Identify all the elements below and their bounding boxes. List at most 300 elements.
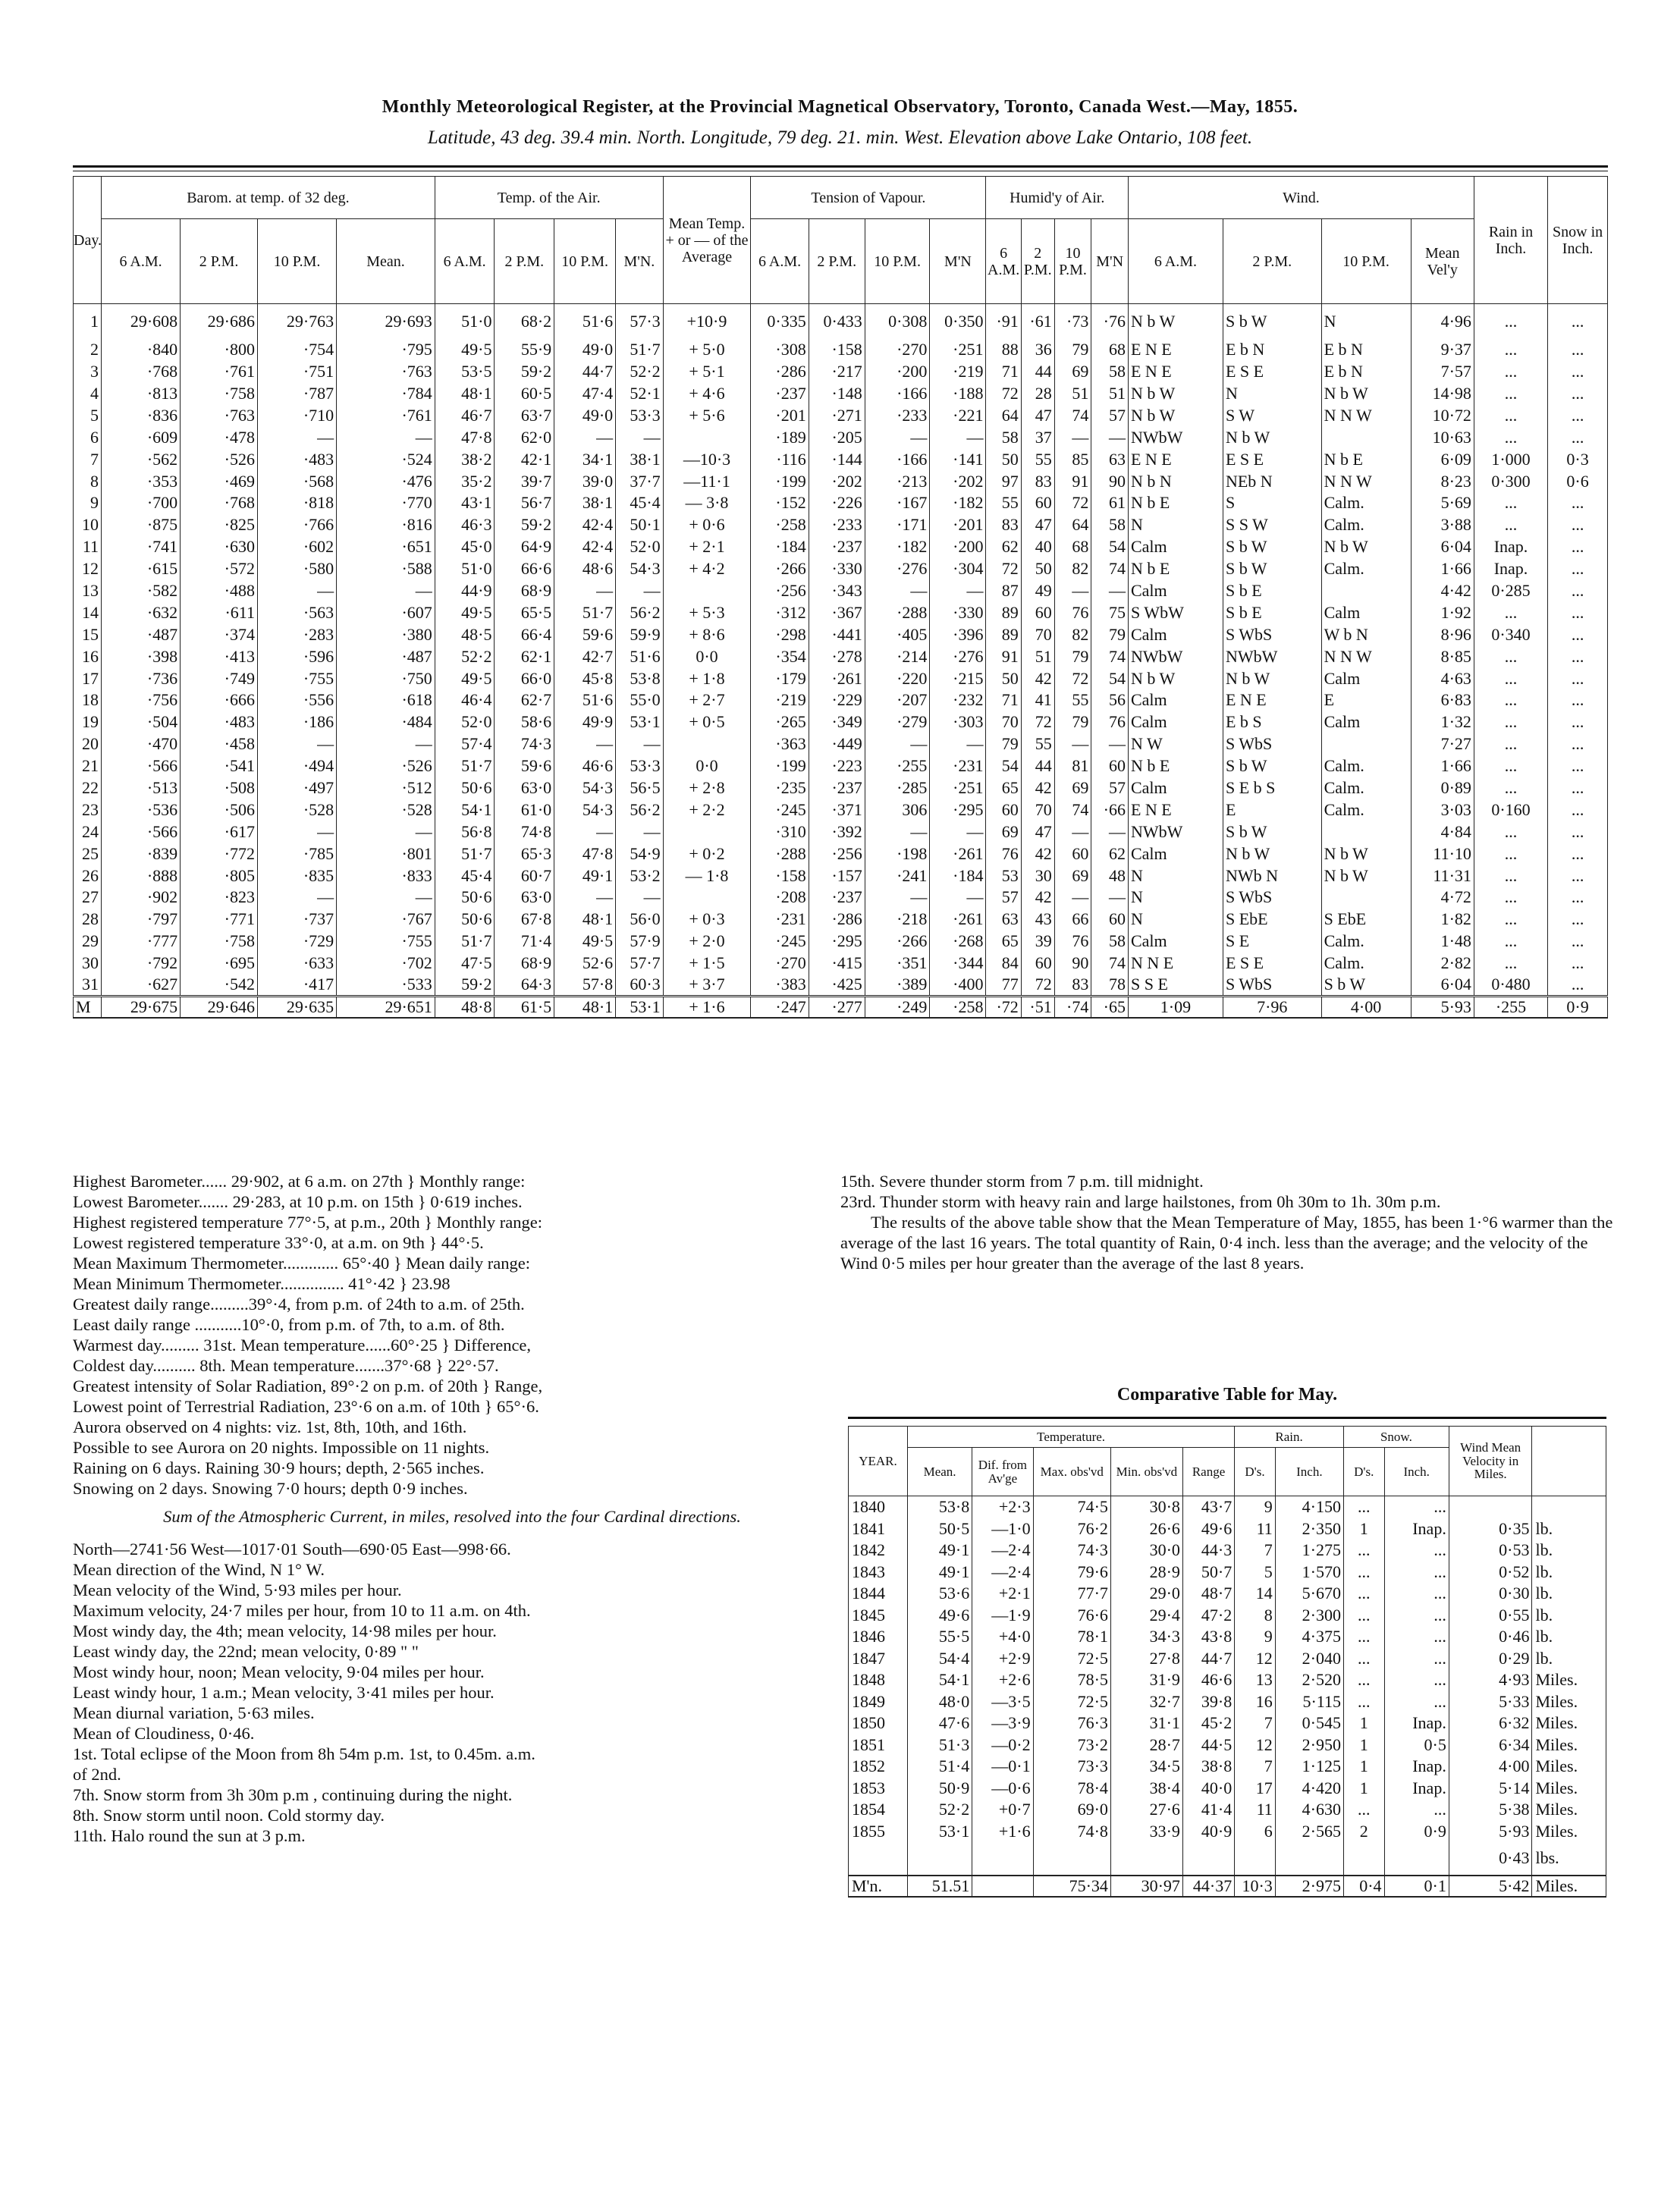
register-cell: ·218 — [865, 909, 930, 931]
register-cell: 40 — [1021, 536, 1054, 558]
register-cell: ... — [1548, 887, 1608, 909]
register-cell: N b E — [1321, 448, 1411, 470]
register-cell: ·835 — [258, 865, 337, 887]
comp-cell: 14 — [1235, 1583, 1276, 1605]
comp-mean-cell: 0·1 — [1384, 1876, 1449, 1898]
register-cell: S S E — [1128, 974, 1223, 996]
comp-cell: ... — [1343, 1496, 1384, 1518]
register-cell: ·389 — [865, 974, 930, 996]
register-cell: 44 — [1021, 360, 1054, 382]
day-row — [74, 689, 1608, 711]
register-cell: 10·63 — [1411, 426, 1474, 448]
register-cell: ·566 — [102, 821, 181, 843]
register-cell: 70 — [986, 711, 1021, 733]
comparative-row — [849, 1669, 1606, 1691]
register-cell: — — [616, 579, 663, 601]
comp-cell: 2·350 — [1275, 1518, 1343, 1540]
monthly-mean-row — [74, 996, 1608, 1018]
register-cell: ·784 — [337, 382, 435, 404]
comp-cell: +1·6 — [972, 1820, 1033, 1842]
day-row — [74, 339, 1608, 361]
register-cell: 48·6 — [554, 557, 616, 579]
register-cell: ·344 — [930, 952, 986, 974]
register-cell: ·237 — [809, 536, 865, 558]
register-cell: + 8·6 — [663, 623, 751, 645]
register-cell: 42·7 — [554, 645, 616, 667]
comparative-row — [849, 1561, 1606, 1583]
day-row — [74, 382, 1608, 404]
register-cell: 1·66 — [1411, 557, 1474, 579]
register-cell: ·184 — [751, 536, 809, 558]
register-cell: — — [616, 887, 663, 909]
comp-cell: ... — [1343, 1604, 1384, 1626]
register-cell: ·556 — [258, 689, 337, 711]
register-cell: ·840 — [102, 339, 181, 361]
summary-line: Mean Minimum Thermometer............... 41°·42 } 23.98 — [73, 1274, 451, 1293]
register-cell: NWb N — [1223, 865, 1321, 887]
register-cell: 51·6 — [554, 304, 616, 339]
comp-cell: lb. — [1532, 1647, 1606, 1669]
register-cell: 59·6 — [495, 755, 554, 777]
register-cell: Calm. — [1321, 777, 1411, 799]
comp-cell — [1384, 1842, 1449, 1876]
comp-cell: 1·275 — [1275, 1540, 1343, 1562]
comp-cell: +0·7 — [972, 1799, 1033, 1821]
register-cell: W b N — [1321, 623, 1411, 645]
comp-cell: 73·2 — [1033, 1734, 1110, 1756]
tension-subheader: 10 P.M. — [865, 219, 930, 304]
comparative-mean-row — [849, 1876, 1606, 1898]
register-cell: 11·31 — [1411, 865, 1474, 887]
register-cell: 47 — [1021, 821, 1054, 843]
register-cell: 1·82 — [1411, 909, 1474, 931]
register-cell: + 5·1 — [663, 360, 751, 382]
comparative-row — [849, 1604, 1606, 1626]
comp-cell: 48·7 — [1182, 1583, 1234, 1605]
register-cell: ·797 — [102, 909, 181, 931]
register-cell: ·285 — [865, 777, 930, 799]
register-cell: ·512 — [337, 777, 435, 799]
register-cell: ·288 — [865, 601, 930, 623]
register-cell: 59·2 — [495, 360, 554, 382]
comp-cell: 1853 — [849, 1777, 908, 1799]
register-cell: 64·3 — [495, 974, 554, 996]
register-cell: 43 — [1021, 909, 1054, 931]
barom-subheader: Mean. — [337, 219, 435, 304]
register-cell: ·615 — [102, 557, 181, 579]
register-cell: ·374 — [181, 623, 258, 645]
comp-cell: 49·1 — [907, 1561, 972, 1583]
mean-cell: 1·09 — [1128, 996, 1223, 1018]
comp-cell: 4·420 — [1275, 1777, 1343, 1799]
comp-cell: 1843 — [849, 1561, 908, 1583]
comp-cell: Miles. — [1532, 1756, 1606, 1778]
comp-cell: 1852 — [849, 1756, 908, 1778]
summary-line: 8th. Snow storm until noon. Cold stormy day. — [73, 1806, 385, 1825]
register-cell: N b W — [1321, 382, 1411, 404]
register-cell: 1 — [74, 304, 102, 339]
register-cell: — — [865, 733, 930, 755]
comp-cell: 78·4 — [1033, 1777, 1110, 1799]
register-cell: 49·1 — [554, 865, 616, 887]
register-cell: 0·285 — [1474, 579, 1547, 601]
register-cell: 47 — [1021, 514, 1054, 536]
register-cell: ·609 — [102, 426, 181, 448]
register-cell: ... — [1548, 821, 1608, 843]
register-cell: ·839 — [102, 843, 181, 865]
register-cell: ·750 — [337, 667, 435, 689]
register-cell: ·405 — [865, 623, 930, 645]
register-cell: ·823 — [181, 887, 258, 909]
register-cell: ·751 — [258, 360, 337, 382]
comparative-title: Comparative Table for May. — [1116, 1385, 1338, 1405]
register-cell: ... — [1474, 821, 1547, 843]
register-cell: ... — [1474, 360, 1547, 382]
register-cell: — — [865, 821, 930, 843]
tension-subheader: 2 P.M. — [809, 219, 865, 304]
register-cell: + 0·5 — [663, 711, 751, 733]
comparative-row — [849, 1647, 1606, 1669]
register-cell: NWbW — [1128, 645, 1223, 667]
register-cell: 60 — [1091, 909, 1129, 931]
register-cell: ·470 — [102, 733, 181, 755]
register-cell: 65 — [986, 931, 1021, 953]
register-cell: 25 — [74, 843, 102, 865]
register-cell: 69 — [986, 821, 1021, 843]
register-cell: 56·0 — [616, 909, 663, 931]
register-cell: 3·88 — [1411, 514, 1474, 536]
register-cell: 56·8 — [435, 821, 495, 843]
register-cell: 47·8 — [435, 426, 495, 448]
register-cell: 82 — [1054, 557, 1091, 579]
register-cell: 49·5 — [435, 667, 495, 689]
register-cell: ·813 — [102, 382, 181, 404]
register-cell: NWbW — [1128, 821, 1223, 843]
comp-snow-header: Snow. — [1343, 1427, 1449, 1448]
comp-cell: 5·33 — [1449, 1690, 1532, 1712]
summary-line: Greatest intensity of Solar Radiation, 89°·2 on p.m. of 20th } Range, — [73, 1377, 543, 1395]
register-cell: 45·8 — [554, 667, 616, 689]
comparative-row — [849, 1690, 1606, 1712]
register-cell: 63·0 — [495, 777, 554, 799]
comp-cell: Inap. — [1384, 1756, 1449, 1778]
register-cell: ·497 — [258, 777, 337, 799]
register-cell: N b E — [1128, 557, 1223, 579]
register-cell: 66·4 — [495, 623, 554, 645]
register-cell: 62 — [986, 536, 1021, 558]
comparative-rule — [848, 1417, 1606, 1419]
register-cell: 0·340 — [1474, 623, 1547, 645]
comp-cell: 45·2 — [1182, 1712, 1234, 1734]
year-header: YEAR. — [849, 1427, 908, 1496]
comp-cell: 26·6 — [1110, 1518, 1182, 1540]
register-cell: ·695 — [181, 952, 258, 974]
register-cell: 52·0 — [616, 536, 663, 558]
register-cell: 57 — [1091, 777, 1129, 799]
comp-cell: ... — [1384, 1561, 1449, 1583]
register-cell: ·76 — [1091, 304, 1129, 339]
register-cell: ·766 — [258, 514, 337, 536]
register-cell: + 2·7 — [663, 689, 751, 711]
comp-cell: 1855 — [849, 1820, 908, 1842]
register-cell: ... — [1548, 382, 1608, 404]
register-cell: N b W — [1128, 667, 1223, 689]
mean-cell: 48·1 — [554, 996, 616, 1018]
register-cell: ·188 — [930, 382, 986, 404]
comp-cell: 1844 — [849, 1583, 908, 1605]
register-cell: 30 — [1021, 865, 1054, 887]
comp-mean-cell: 0·4 — [1343, 1876, 1384, 1898]
comp-cell: 1849 — [849, 1690, 908, 1712]
register-cell: 51·7 — [435, 843, 495, 865]
register-cell: — — [1054, 426, 1091, 448]
comp-cell: 4·93 — [1449, 1669, 1532, 1691]
register-cell: ·630 — [181, 536, 258, 558]
register-cell: NWbW — [1128, 426, 1223, 448]
register-cell: E b N — [1321, 339, 1411, 361]
comp-subheader: Min. obs'vd — [1110, 1448, 1182, 1496]
register-cell: ·596 — [258, 645, 337, 667]
register-cell: 63 — [986, 909, 1021, 931]
comp-cell: —1·0 — [972, 1518, 1033, 1540]
comp-cell: 1845 — [849, 1604, 908, 1626]
register-cell: 6·09 — [1411, 448, 1474, 470]
register-cell: 59·9 — [616, 623, 663, 645]
register-cell: 57·9 — [616, 931, 663, 953]
register-cell: ... — [1474, 865, 1547, 887]
day-row — [74, 909, 1608, 931]
register-cell: ·367 — [809, 601, 865, 623]
register-cell: 56·2 — [616, 799, 663, 821]
comp-cell: 4·375 — [1275, 1626, 1343, 1648]
register-cell: E b N — [1223, 339, 1321, 361]
comp-wind-header: Wind Mean Velocity in Miles. — [1449, 1427, 1532, 1496]
register-cell: ... — [1474, 404, 1547, 426]
register-cell: —10·3 — [663, 448, 751, 470]
register-cell: 47 — [1021, 404, 1054, 426]
register-cell: ·524 — [337, 448, 435, 470]
register-cell: N N W — [1321, 470, 1411, 492]
register-cell: ·233 — [809, 514, 865, 536]
register-cell: ... — [1474, 909, 1547, 931]
comp-cell: ... — [1343, 1583, 1384, 1605]
register-cell: ·144 — [809, 448, 865, 470]
comp-cell: 2·565 — [1275, 1820, 1343, 1842]
register-cell: — — [337, 887, 435, 909]
mean-cell: 29·651 — [337, 996, 435, 1018]
register-cell: ·513 — [102, 777, 181, 799]
register-cell: ·816 — [337, 514, 435, 536]
register-cell: 72 — [1021, 711, 1054, 733]
register-cell: 43·1 — [435, 492, 495, 514]
temp-subheader: 2 P.M. — [495, 219, 554, 304]
summary-line: Most windy hour, noon; Mean velocity, 9·04 miles per hour. — [73, 1662, 485, 1681]
register-cell: Calm. — [1321, 952, 1411, 974]
day-row — [74, 799, 1608, 821]
comp-cell: ... — [1384, 1647, 1449, 1669]
register-cell: ... — [1474, 382, 1547, 404]
register-cell: NWbW — [1223, 645, 1321, 667]
comparative-row — [849, 1583, 1606, 1605]
register-cell: 42·4 — [554, 536, 616, 558]
register-cell: S S W — [1223, 514, 1321, 536]
comp-cell: +2·6 — [972, 1669, 1033, 1691]
register-cell: 4·84 — [1411, 821, 1474, 843]
register-cell: 65·5 — [495, 601, 554, 623]
wind-subheader: 2 P.M. — [1223, 219, 1321, 304]
register-cell: ·171 — [865, 514, 930, 536]
comp-cell: 51·4 — [907, 1756, 972, 1778]
register-cell: ·562 — [102, 448, 181, 470]
register-cell: 54·3 — [616, 557, 663, 579]
comp-cell: 31·1 — [1110, 1712, 1182, 1734]
comp-cell: 1840 — [849, 1496, 908, 1518]
register-cell: 0·335 — [751, 304, 809, 339]
register-cell: 1·92 — [1411, 601, 1474, 623]
register-cell: ... — [1474, 711, 1547, 733]
register-cell: 10·72 — [1411, 404, 1474, 426]
register-cell: 5·69 — [1411, 492, 1474, 514]
mean-temp-header: Mean Temp. + or — of the Average — [663, 177, 751, 304]
comp-cell: lbs. — [1532, 1842, 1606, 1876]
summary-line: 11th. Halo round the sun at 3 p.m. — [73, 1826, 306, 1845]
comp-cell: 5·38 — [1449, 1799, 1532, 1821]
register-cell: 55 — [986, 492, 1021, 514]
register-cell: 9·37 — [1411, 339, 1474, 361]
summary-line: Lowest point of Terrestrial Radiation, 23°·6 on a.m. of 10th } 65°·6. — [73, 1397, 539, 1416]
day-row — [74, 623, 1608, 645]
register-cell: ·279 — [865, 711, 930, 733]
register-cell: ·199 — [751, 470, 809, 492]
register-cell: ·214 — [865, 645, 930, 667]
register-cell: 84 — [986, 952, 1021, 974]
register-cell: 66·6 — [495, 557, 554, 579]
register-cell: Calm. — [1321, 755, 1411, 777]
register-cell: — — [1054, 579, 1091, 601]
comp-cell: 17 — [1235, 1777, 1276, 1799]
day-row — [74, 601, 1608, 623]
comp-cell: 27·6 — [1110, 1799, 1182, 1821]
day-row — [74, 733, 1608, 755]
register-cell: ·772 — [181, 843, 258, 865]
register-cell: Calm — [1128, 623, 1223, 645]
comp-cell: 1·125 — [1275, 1756, 1343, 1778]
register-cell: — — [930, 733, 986, 755]
register-cell: 52·2 — [435, 645, 495, 667]
register-cell: Inap. — [1474, 536, 1547, 558]
register-cell: 58·6 — [495, 711, 554, 733]
comp-mean-cell: 10·3 — [1235, 1876, 1276, 1898]
register-cell: ·245 — [751, 931, 809, 953]
comp-cell: —0·2 — [972, 1734, 1033, 1756]
register-cell: S EbE — [1321, 909, 1411, 931]
register-cell — [1321, 821, 1411, 843]
register-cell: 4·72 — [1411, 887, 1474, 909]
register-cell: ·286 — [809, 909, 865, 931]
register-cell: ·295 — [809, 931, 865, 953]
register-cell: ·483 — [181, 711, 258, 733]
register-cell: 41 — [1021, 689, 1054, 711]
mean-cell: 5·93 — [1411, 996, 1474, 1018]
comp-cell: ... — [1343, 1540, 1384, 1562]
register-cell: 18 — [74, 689, 102, 711]
comp-cell: 33·9 — [1110, 1820, 1182, 1842]
register-cell: 63·7 — [495, 404, 554, 426]
register-cell: 70 — [1021, 623, 1054, 645]
vapour-header: Tension of Vapour. — [751, 177, 986, 219]
register-cell: ·186 — [258, 711, 337, 733]
register-cell: Calm — [1128, 579, 1223, 601]
comp-cell: 53·8 — [907, 1496, 972, 1518]
comp-cell: 38·8 — [1182, 1756, 1234, 1778]
register-cell: E b N — [1321, 360, 1411, 382]
register-cell: 46·7 — [435, 404, 495, 426]
humid-subheader: 2 P.M. — [1021, 219, 1054, 304]
register-cell: ·266 — [751, 557, 809, 579]
comp-cell: 0·29 — [1449, 1647, 1532, 1669]
register-cell: 42·1 — [495, 448, 554, 470]
register-cell: ·526 — [181, 448, 258, 470]
register-cell: ·182 — [930, 492, 986, 514]
register-cell: ·213 — [865, 470, 930, 492]
summary-line: Mean Maximum Thermometer............. 65°·40 } Mean daily range: — [73, 1254, 530, 1273]
register-cell: ... — [1548, 623, 1608, 645]
comp-cell: 0·53 — [1449, 1540, 1532, 1562]
register-cell: 69 — [1054, 360, 1091, 382]
register-cell: N b W — [1128, 404, 1223, 426]
comp-cell: 16 — [1235, 1690, 1276, 1712]
register-cell: 51·6 — [554, 689, 616, 711]
register-cell: ·270 — [751, 952, 809, 974]
register-cell: 38·2 — [435, 448, 495, 470]
summary-line: Most windy day, the 4th; mean velocity, 14·98 miles per hour. — [73, 1621, 497, 1640]
register-cell: 8·23 — [1411, 470, 1474, 492]
register-cell: 28 — [1021, 382, 1054, 404]
register-cell: 76 — [1054, 601, 1091, 623]
comp-cell: 4·00 — [1449, 1756, 1532, 1778]
comp-cell: ... — [1343, 1647, 1384, 1669]
register-cell: ·200 — [865, 360, 930, 382]
register-cell: 55·9 — [495, 339, 554, 361]
comp-cell: 40·0 — [1182, 1777, 1234, 1799]
register-cell: ... — [1548, 304, 1608, 339]
register-cell: — — [258, 887, 337, 909]
register-cell: ·233 — [865, 404, 930, 426]
register-cell: 9 — [74, 492, 102, 514]
comp-cell: —0·6 — [972, 1777, 1033, 1799]
comp-cell: 5·93 — [1449, 1820, 1532, 1842]
comp-cell: 11 — [1235, 1518, 1276, 1540]
register-cell: ... — [1548, 426, 1608, 448]
register-cell: ·226 — [809, 492, 865, 514]
day-row — [74, 492, 1608, 514]
comp-cell: 76·3 — [1033, 1712, 1110, 1734]
register-cell: — — [616, 426, 663, 448]
register-cell: 47·5 — [435, 952, 495, 974]
comp-cell: 53·6 — [907, 1583, 972, 1605]
comp-cell: —3·9 — [972, 1712, 1033, 1734]
remark-23rd: 23rd. Thunder storm with heavy rain and large hailstones, from 0h 30m to 1h. 30m p.m. — [840, 1192, 1441, 1211]
register-cell: N — [1128, 514, 1223, 536]
register-cell: ·494 — [258, 755, 337, 777]
register-cell: 54 — [986, 755, 1021, 777]
register-cell: 59·2 — [495, 514, 554, 536]
comp-cell: 79·6 — [1033, 1561, 1110, 1583]
register-cell: — — [337, 579, 435, 601]
register-cell: ·737 — [258, 909, 337, 931]
register-cell: N — [1128, 887, 1223, 909]
register-cell: ·741 — [102, 536, 181, 558]
